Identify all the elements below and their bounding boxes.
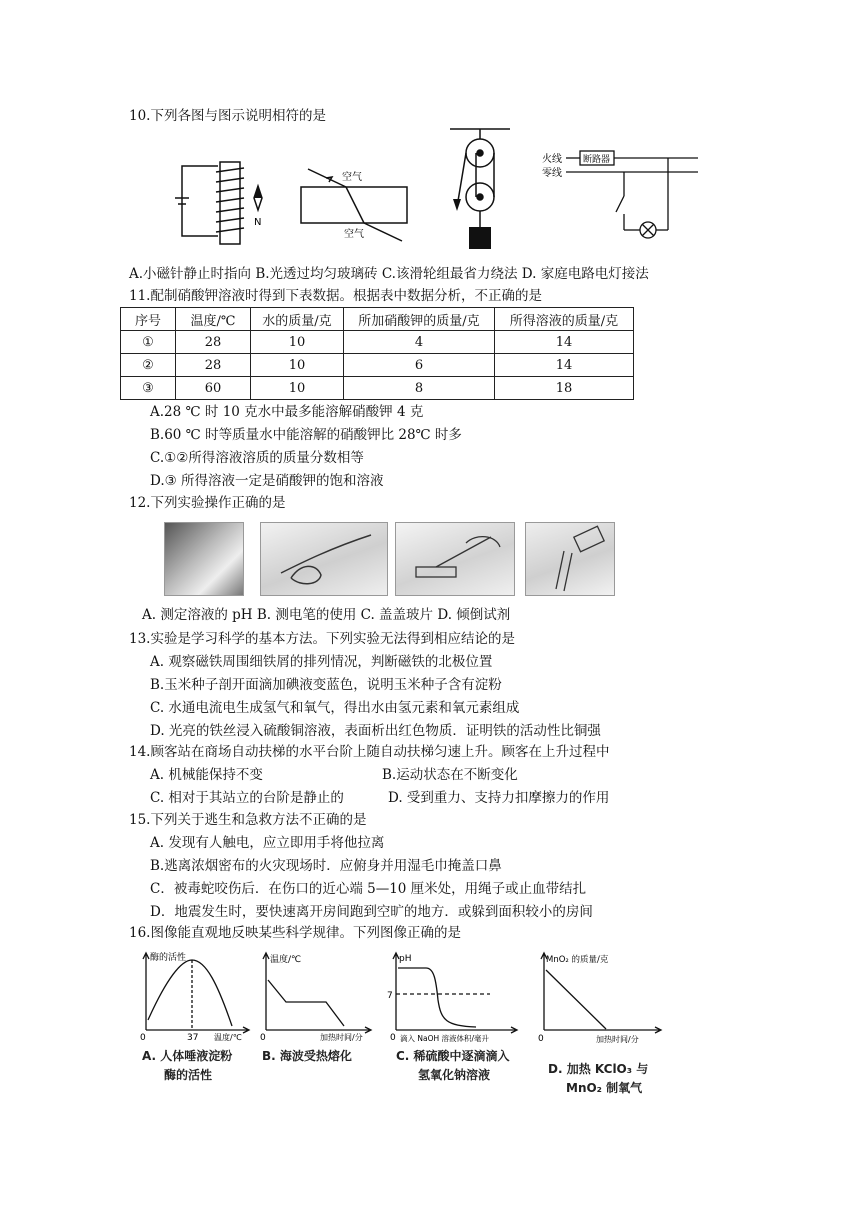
- graph-c-caption-2: 氢氧化钠溶液: [418, 1068, 491, 1082]
- table-cell: 10: [251, 377, 344, 400]
- table-cell: 28: [176, 354, 251, 377]
- q10-stem: 10.下列各图与图示说明相符的是: [129, 108, 326, 124]
- q10-options: A.小磁针静止时指向 B.光透过均匀玻璃砖 C.该滑轮组最省力绕法 D. 家庭电路电灯接法: [129, 266, 649, 282]
- graph-d-caption-2: MnO₂ 制氧气: [566, 1081, 643, 1095]
- col-header: 所得溶液的质量/克: [495, 308, 634, 331]
- graph-d-origin: 0: [538, 1034, 544, 1044]
- graph-d-xlabel: 加热时间/分: [596, 1035, 639, 1044]
- q11-option-a: A.28 ℃ 时 10 克水中最多能溶解硝酸钾 4 克: [150, 404, 424, 420]
- graph-b-xlabel: 加热时间/分: [320, 1033, 363, 1042]
- graph-a-enzyme: [136, 950, 254, 1045]
- q16-stem: 16.图像能直观地反映某些科学规律。下列图像正确的是: [129, 925, 461, 941]
- compass-n-label: N: [254, 217, 262, 228]
- photo-ph-test: [164, 522, 244, 596]
- graph-a-caption-2: 酶的活性: [164, 1068, 213, 1082]
- graph-d-mno2: [536, 950, 666, 1045]
- table-cell: ①: [121, 331, 176, 354]
- q11-option-c: C.①②所得溶液溶质的质量分数相等: [150, 450, 364, 466]
- q15-option-c: C．被毒蛇咬伤后．在伤口的近心端 5—10 厘米处，用绳子或止血带结扎: [150, 881, 587, 897]
- table-cell: 10: [251, 331, 344, 354]
- graph-a-caption-1: A. 人体唾液淀粉: [142, 1049, 233, 1063]
- table-cell: ②: [121, 354, 176, 377]
- graph-c-tick: 7: [387, 991, 393, 1001]
- solubility-table: [120, 307, 634, 400]
- live-wire-label: 火线: [542, 154, 562, 165]
- graph-c-ph: [386, 950, 522, 1045]
- q13-option-a: A. 观察磁铁周围细铁屑的排列情况，判断磁铁的北极位置: [150, 654, 493, 670]
- q10-figure-a: [168, 158, 278, 248]
- table-cell: 14: [495, 331, 634, 354]
- q10-figure-c: [445, 125, 515, 253]
- q13-stem: 13.实验是学习科学的基本方法。下列实验无法得到相应结论的是: [129, 631, 515, 647]
- graph-d-ylabel: MnO₂ 的质量/克: [546, 955, 609, 965]
- q14-option-b: B.运动状态在不断变化: [382, 767, 518, 783]
- table-cell: 28: [176, 331, 251, 354]
- table-row: [121, 354, 634, 377]
- test-pencil-sketch: [261, 523, 387, 595]
- col-header: 温度/℃: [176, 308, 251, 331]
- q15-option-a: A. 发现有人触电，应立即用手将他拉离: [150, 835, 385, 851]
- table-cell: 10: [251, 354, 344, 377]
- graph-b-caption-1: B. 海波受热熔化: [262, 1049, 352, 1063]
- q11-stem: 11.配制硝酸钾溶液时得到下表数据。根据表中数据分析，不正确的是: [129, 288, 542, 304]
- col-header: 所加硝酸钾的质量/克: [344, 308, 495, 331]
- table-cell: 18: [495, 377, 634, 400]
- breaker-label: 断路器: [583, 155, 611, 165]
- q11-option-d: D.③ 所得溶液一定是硝酸钾的饱和溶液: [150, 473, 384, 489]
- air-label-top: 空气: [342, 172, 362, 183]
- q13-option-d: D. 光亮的铁丝浸入硫酸铜溶液，表面析出红色物质．证明铁的活动性比铜强: [150, 723, 601, 739]
- graph-b-origin: 0: [260, 1033, 266, 1043]
- table-cell: 60: [176, 377, 251, 400]
- q14-option-a: A. 机械能保持不变: [150, 767, 263, 783]
- graph-a-origin: 0: [140, 1033, 146, 1043]
- q15-option-b: B.逃离浓烟密布的火灾现场时．应俯身并用湿毛巾掩盖口鼻: [150, 858, 502, 874]
- q13-option-b: B.玉米种子剖开面滴加碘液变蓝色，说明玉米种子含有淀粉: [150, 677, 502, 693]
- q12-options: A. 测定溶液的 pH B. 测电笔的使用 C. 盖盖玻片 D. 倾倒试剂: [142, 607, 511, 623]
- q14-stem: 14.顾客站在商场自动扶梯的水平台阶上随自动扶梯匀速上升。顾客在上升过程中: [129, 744, 610, 760]
- photo-test-pencil: [260, 522, 388, 596]
- table-cell: ③: [121, 377, 176, 400]
- graph-c-caption-1: C. 稀硫酸中逐滴滴入: [396, 1049, 510, 1063]
- graph-a-tick: 37: [187, 1033, 199, 1043]
- q14-option-c: C. 相对于其站立的台阶是静止的: [150, 790, 344, 806]
- graph-c-origin: 0: [390, 1033, 396, 1043]
- table-cell: 8: [344, 377, 495, 400]
- q15-option-d: D．地震发生时，要快速离开房间跑到空旷的地方．或躲到面积较小的房间: [150, 904, 593, 920]
- q11-option-b: B.60 ℃ 时等质量水中能溶解的硝酸钾比 28℃ 时多: [150, 427, 462, 443]
- q10-figure-b: [298, 165, 418, 243]
- graph-a-ylabel: 酶的活性: [150, 953, 187, 963]
- q15-stem: 15.下列关于逃生和急救方法不正确的是: [129, 812, 367, 828]
- graph-a-xlabel: 温度/℃: [214, 1033, 242, 1042]
- photo-pour-reagent: [525, 522, 615, 596]
- air-label-bottom: 空气: [344, 229, 364, 240]
- graph-c-ylabel: pH: [399, 954, 412, 964]
- neutral-wire-label: 零线: [542, 168, 562, 179]
- table-row: [121, 377, 634, 400]
- q13-option-c: C. 水通电流电生成氢气和氧气，得出水由氢元素和氧元素组成: [150, 700, 520, 716]
- q12-stem: 12.下列实验操作正确的是: [129, 495, 286, 511]
- graph-c-xlabel: 滴入 NaOH 溶液体积/毫升: [400, 1034, 490, 1043]
- q10-figure-d: [540, 148, 700, 252]
- table-header-row: [121, 308, 634, 331]
- col-header: 水的质量/克: [251, 308, 344, 331]
- table-cell: 6: [344, 354, 495, 377]
- graph-d-caption-1: D. 加热 KClO₃ 与: [548, 1062, 649, 1076]
- graph-b-haibo: [256, 950, 376, 1045]
- cover-slip-sketch: [396, 523, 514, 595]
- photo-cover-slip: [395, 522, 515, 596]
- table-cell: 14: [495, 354, 634, 377]
- pour-reagent-sketch: [526, 523, 614, 595]
- graph-b-ylabel: 温度/℃: [270, 955, 302, 965]
- table-cell: 4: [344, 331, 495, 354]
- table-row: [121, 331, 634, 354]
- q14-option-d: D. 受到重力、支持力扣摩擦力的作用: [388, 790, 610, 806]
- col-header: 序号: [121, 308, 176, 331]
